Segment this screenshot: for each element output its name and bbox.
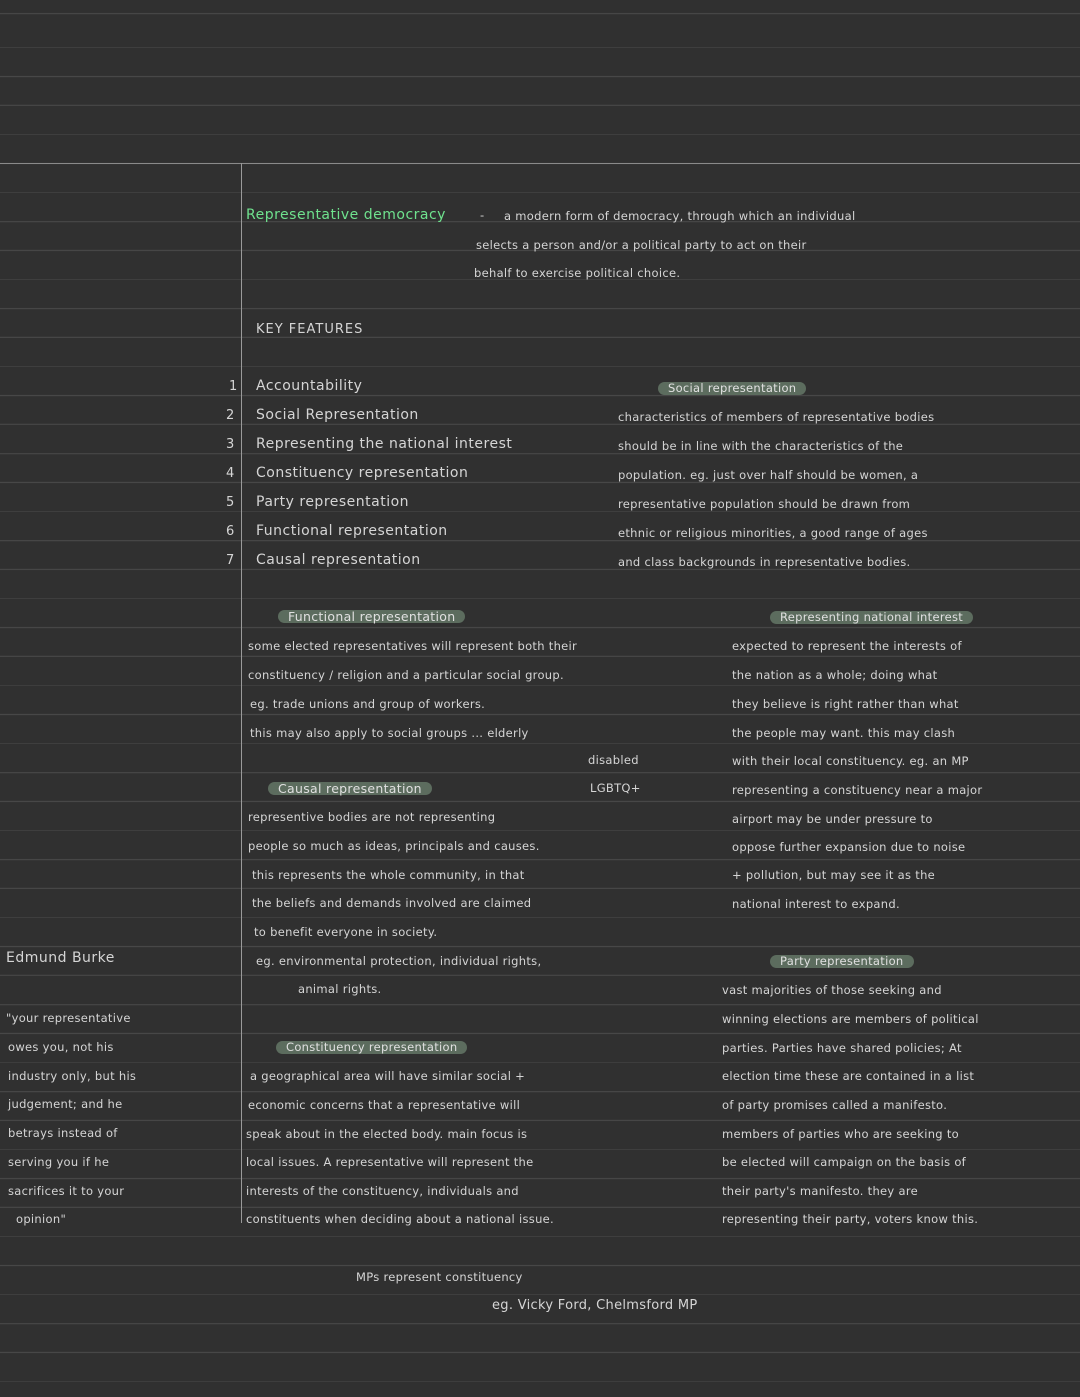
definition-term: Representative democracy bbox=[246, 207, 446, 223]
constituency-line-4: local issues. A representative will represent the bbox=[246, 1155, 534, 1169]
national-line-4: the people may want. this may clash bbox=[732, 726, 956, 740]
footer-line-1: MPs represent constituency bbox=[356, 1270, 523, 1284]
definition-line-2: selects a person and/or a political party to act on their bbox=[476, 238, 807, 252]
feature-item: Functional representation bbox=[256, 523, 448, 539]
social-line-4: representative population should be drawn from bbox=[618, 497, 911, 511]
burke-quote-line-5: betrays instead of bbox=[8, 1126, 118, 1140]
causal-line-4: the beliefs and demands involved are claimed bbox=[252, 896, 532, 910]
constituency-line-6: constituents when deciding about a national issue. bbox=[246, 1212, 555, 1226]
feature-number: 1 bbox=[229, 379, 238, 394]
causal-line-3: this represents the whole community, in that bbox=[252, 868, 525, 882]
feature-item: Accountability bbox=[256, 378, 363, 394]
burke-quote-line-6: serving you if he bbox=[8, 1155, 110, 1169]
feature-item: Social Representation bbox=[256, 407, 419, 423]
causal-line-6: eg. environmental protection, individual rights, bbox=[256, 954, 542, 968]
social-line-2: should be in line with the characteristics of the bbox=[618, 439, 904, 453]
key-features-heading: KEY FEATURES bbox=[256, 322, 364, 337]
burke-quote-line-1: "your representative bbox=[6, 1011, 131, 1025]
feature-item: Party representation bbox=[256, 494, 410, 510]
national-line-9: + pollution, but may see it as the bbox=[732, 868, 936, 882]
constituency-line-3: speak about in the elected body. main focus is bbox=[246, 1127, 528, 1141]
feature-number: 2 bbox=[226, 408, 235, 423]
constituency-representation-heading: Constituency representation bbox=[276, 1041, 467, 1054]
feature-number: 4 bbox=[226, 466, 235, 481]
burke-quote-line-2: owes you, not his bbox=[8, 1040, 114, 1054]
party-line-9: representing their party, voters know this. bbox=[722, 1212, 979, 1226]
social-line-1: characteristics of members of representative bodies bbox=[618, 410, 935, 424]
national-line-8: oppose further expansion due to noise bbox=[732, 840, 966, 854]
party-line-1: vast majorities of those seeking and bbox=[722, 983, 942, 997]
party-line-2: winning elections are members of political bbox=[722, 1012, 979, 1026]
national-line-6: representing a constituency near a major bbox=[732, 783, 983, 797]
functional-line-2: constituency / religion and a particular social group. bbox=[248, 668, 564, 682]
feature-number: 5 bbox=[226, 495, 235, 510]
national-line-3: they believe is right rather than what bbox=[732, 697, 959, 711]
burke-quote-line-8: opinion" bbox=[16, 1212, 67, 1226]
burke-quote-line-7: sacrifices it to your bbox=[8, 1184, 125, 1198]
footer-line-2: eg. Vicky Ford, Chelmsford MP bbox=[492, 1298, 698, 1313]
national-line-1: expected to represent the interests of bbox=[732, 639, 962, 653]
functional-line-1: some elected representatives will represent both their bbox=[248, 639, 578, 653]
constituency-line-2: economic concerns that a representative will bbox=[248, 1098, 521, 1112]
national-line-10: national interest to expand. bbox=[732, 897, 900, 911]
national-interest-heading: Representing national interest bbox=[770, 611, 973, 624]
party-line-7: be elected will campaign on the basis of bbox=[722, 1155, 967, 1169]
social-line-6: and class backgrounds in representative bodies. bbox=[618, 555, 911, 569]
constituency-line-1: a geographical area will have similar social + bbox=[250, 1069, 526, 1083]
national-line-7: airport may be under pressure to bbox=[732, 812, 933, 826]
functional-representation-heading: Functional representation bbox=[278, 610, 465, 623]
functional-line-3: eg. trade unions and group of workers. bbox=[250, 697, 486, 711]
functional-group-lgbtq: LGBTQ+ bbox=[590, 781, 641, 795]
feature-item: Representing the national interest bbox=[256, 436, 513, 452]
feature-number: 6 bbox=[226, 524, 235, 539]
burke-quote-line-3: industry only, but his bbox=[8, 1069, 137, 1083]
feature-number: 7 bbox=[226, 553, 235, 568]
constituency-line-5: interests of the constituency, individuals and bbox=[246, 1184, 519, 1198]
causal-line-2: people so much as ideas, principals and causes. bbox=[248, 839, 540, 853]
causal-representation-heading: Causal representation bbox=[268, 782, 432, 795]
social-representation-heading: Social representation bbox=[658, 382, 806, 395]
margin-line bbox=[241, 163, 242, 1223]
feature-number: 3 bbox=[226, 437, 235, 452]
functional-line-4: this may also apply to social groups ... elderly bbox=[250, 726, 529, 740]
party-line-6: members of parties who are seeking to bbox=[722, 1127, 959, 1141]
party-line-4: election time these are contained in a list bbox=[722, 1069, 975, 1083]
party-representation-heading: Party representation bbox=[770, 955, 914, 968]
burke-quote-line-4: judgement; and he bbox=[8, 1097, 123, 1111]
social-line-3: population. eg. just over half should be women, a bbox=[618, 468, 919, 482]
definition-dash: - bbox=[480, 208, 485, 222]
national-line-2: the nation as a whole; doing what bbox=[732, 668, 938, 682]
causal-line-1: representive bodies are not representing bbox=[248, 810, 496, 824]
functional-group-disabled: disabled bbox=[588, 753, 639, 767]
national-line-5: with their local constituency. eg. an MP bbox=[732, 754, 969, 768]
party-line-3: parties. Parties have shared policies; At bbox=[722, 1041, 962, 1055]
header-rule bbox=[0, 163, 1080, 164]
feature-item: Causal representation bbox=[256, 552, 421, 568]
party-line-5: of party promises called a manifesto. bbox=[722, 1098, 948, 1112]
causal-line-5: to benefit everyone in society. bbox=[254, 925, 438, 939]
definition-line-1: a modern form of democracy, through which an individual bbox=[504, 209, 856, 223]
feature-item: Constituency representation bbox=[256, 465, 469, 481]
causal-line-7: animal rights. bbox=[298, 982, 382, 996]
definition-line-3: behalf to exercise political choice. bbox=[474, 266, 681, 280]
edmund-burke-name: Edmund Burke bbox=[6, 950, 115, 966]
party-line-8: their party's manifesto. they are bbox=[722, 1184, 918, 1198]
social-line-5: ethnic or religious minorities, a good range of ages bbox=[618, 526, 928, 540]
